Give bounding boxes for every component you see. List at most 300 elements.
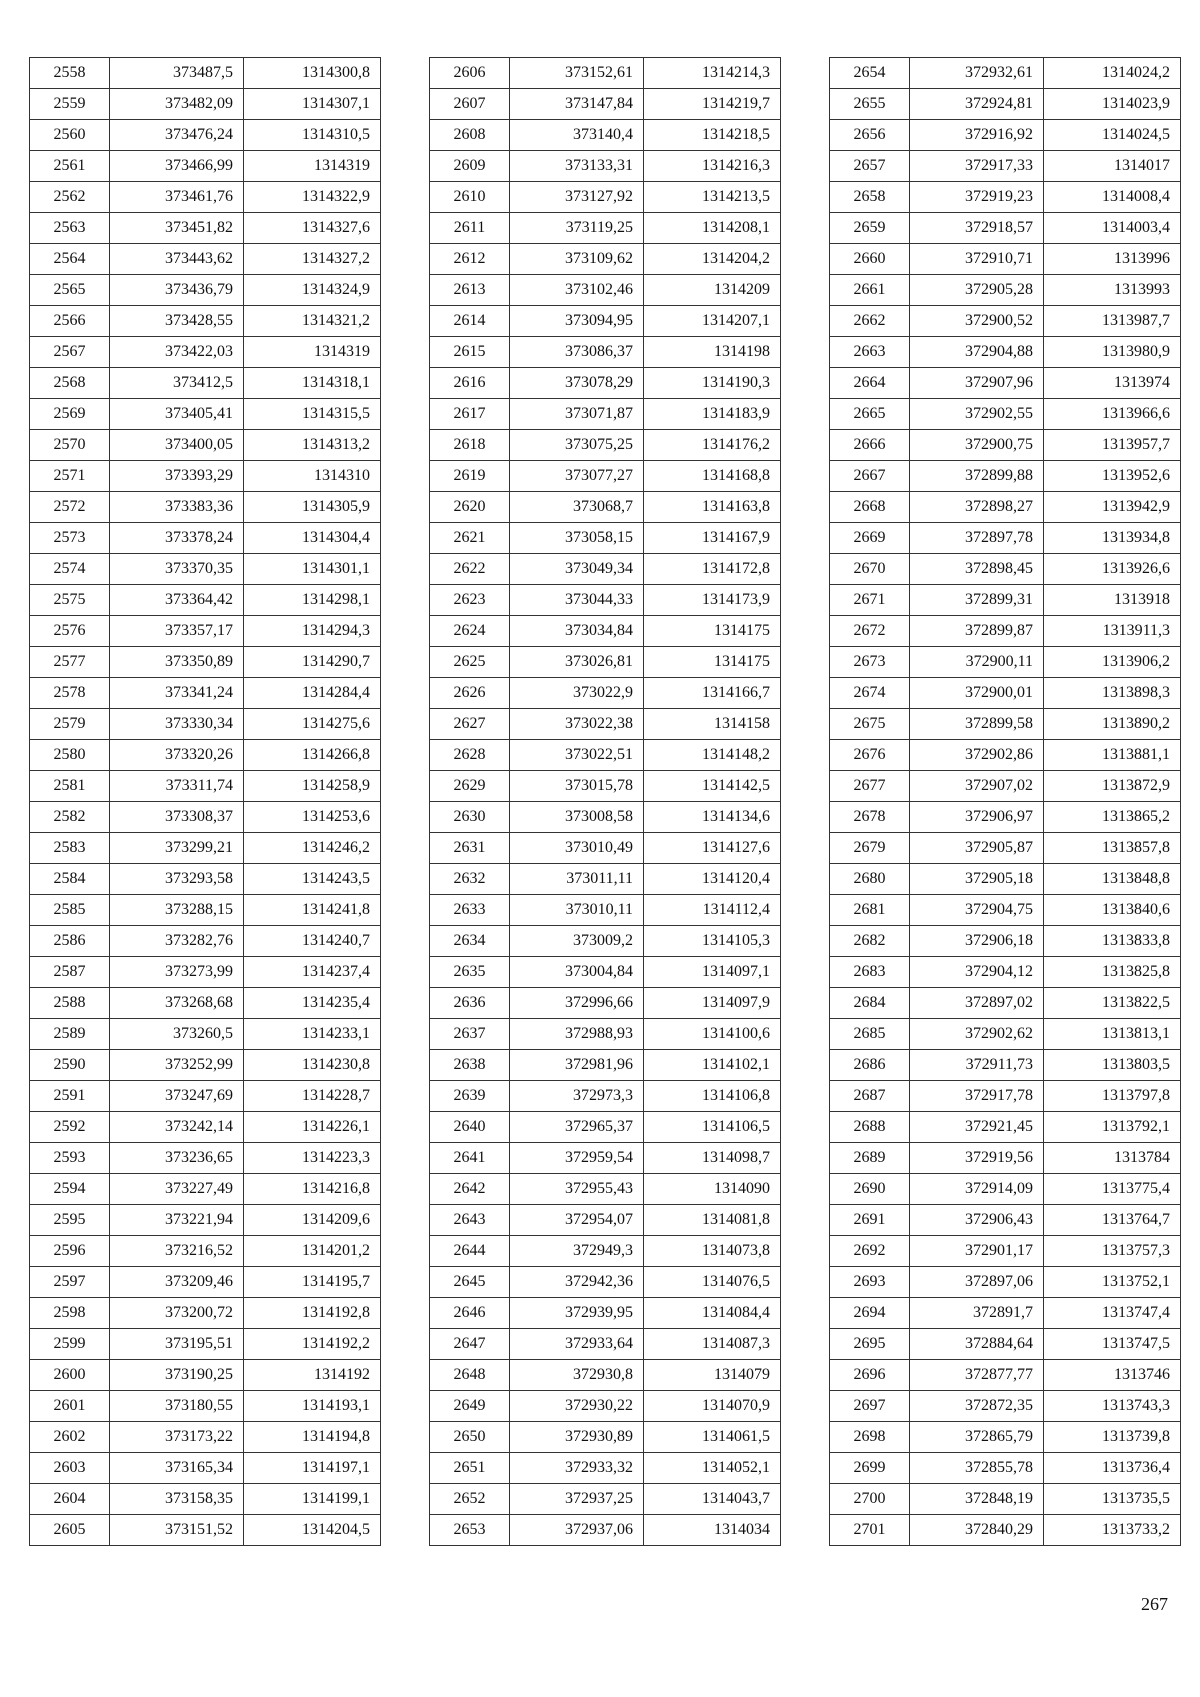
table-row — [830, 368, 1181, 399]
table-row — [430, 461, 781, 492]
point-number-cell: 2570 — [30, 430, 110, 461]
table-row — [430, 1515, 781, 1546]
x-coordinate-cell: 372918,57 — [910, 213, 1044, 244]
table-row — [430, 616, 781, 647]
point-number-cell: 2562 — [30, 182, 110, 213]
table-row — [430, 1143, 781, 1174]
point-number-cell: 2596 — [30, 1236, 110, 1267]
y-coordinate-cell: 1314120,4 — [644, 864, 781, 895]
x-coordinate-cell: 372996,66 — [510, 988, 644, 1019]
point-number-cell: 2691 — [830, 1205, 910, 1236]
point-number-cell: 2640 — [430, 1112, 510, 1143]
y-coordinate-cell: 1314192 — [244, 1360, 381, 1391]
point-number-cell: 2617 — [430, 399, 510, 430]
x-coordinate-cell: 372900,01 — [910, 678, 1044, 709]
point-number-cell: 2601 — [30, 1391, 110, 1422]
y-coordinate-cell: 1313747,4 — [1044, 1298, 1181, 1329]
y-coordinate-cell: 1314017 — [1044, 151, 1181, 182]
table-row — [830, 1267, 1181, 1298]
table-row — [30, 709, 381, 740]
point-number-cell: 2584 — [30, 864, 110, 895]
y-coordinate-cell: 1314218,5 — [644, 120, 781, 151]
table-row — [30, 957, 381, 988]
x-coordinate-cell: 373140,4 — [510, 120, 644, 151]
point-number-cell: 2607 — [430, 89, 510, 120]
y-coordinate-cell: 1314208,1 — [644, 213, 781, 244]
x-coordinate-cell: 372973,3 — [510, 1081, 644, 1112]
table-row — [30, 492, 381, 523]
page-number: 267 — [1141, 1594, 1168, 1614]
y-coordinate-cell: 1313822,5 — [1044, 988, 1181, 1019]
y-coordinate-cell: 1313739,8 — [1044, 1422, 1181, 1453]
y-coordinate-cell: 1314034 — [644, 1515, 781, 1546]
x-coordinate-cell: 373009,2 — [510, 926, 644, 957]
y-coordinate-cell: 1314176,2 — [644, 430, 781, 461]
y-coordinate-cell: 1314008,4 — [1044, 182, 1181, 213]
y-coordinate-cell: 1313797,8 — [1044, 1081, 1181, 1112]
x-coordinate-cell: 372906,43 — [910, 1205, 1044, 1236]
x-coordinate-cell: 372905,87 — [910, 833, 1044, 864]
point-number-cell: 2696 — [830, 1360, 910, 1391]
y-coordinate-cell: 1314195,7 — [244, 1267, 381, 1298]
point-number-cell: 2560 — [30, 120, 110, 151]
table-row — [430, 1422, 781, 1453]
point-number-cell: 2657 — [830, 151, 910, 182]
table-row — [830, 554, 1181, 585]
point-number-cell: 2680 — [830, 864, 910, 895]
x-coordinate-cell: 373393,29 — [110, 461, 244, 492]
y-coordinate-cell: 1314319 — [244, 151, 381, 182]
table-row — [30, 1360, 381, 1391]
x-coordinate-cell: 373320,26 — [110, 740, 244, 771]
table-row — [30, 740, 381, 771]
point-number-cell: 2658 — [830, 182, 910, 213]
table-row — [430, 833, 781, 864]
table-row — [430, 802, 781, 833]
table-row — [30, 1453, 381, 1484]
y-coordinate-cell: 1314207,1 — [644, 306, 781, 337]
x-coordinate-cell: 372897,06 — [910, 1267, 1044, 1298]
x-coordinate-cell: 373078,29 — [510, 368, 644, 399]
table-row — [830, 771, 1181, 802]
x-coordinate-cell: 372933,64 — [510, 1329, 644, 1360]
y-coordinate-cell: 1314199,1 — [244, 1484, 381, 1515]
table-row — [430, 771, 781, 802]
point-number-cell: 2603 — [30, 1453, 110, 1484]
y-coordinate-cell: 1313747,5 — [1044, 1329, 1181, 1360]
x-coordinate-cell: 372939,95 — [510, 1298, 644, 1329]
point-number-cell: 2641 — [430, 1143, 510, 1174]
table-row — [830, 678, 1181, 709]
x-coordinate-cell: 372899,88 — [910, 461, 1044, 492]
table-row — [430, 988, 781, 1019]
y-coordinate-cell: 1314213,5 — [644, 182, 781, 213]
y-coordinate-cell: 1314300,8 — [244, 58, 381, 89]
point-number-cell: 2671 — [830, 585, 910, 616]
table-row — [430, 492, 781, 523]
table-row — [430, 1112, 781, 1143]
x-coordinate-cell: 373010,11 — [510, 895, 644, 926]
x-coordinate-cell: 372917,33 — [910, 151, 1044, 182]
x-coordinate-cell: 373293,58 — [110, 864, 244, 895]
table-row — [830, 213, 1181, 244]
y-coordinate-cell: 1313825,8 — [1044, 957, 1181, 988]
table-row — [830, 89, 1181, 120]
point-number-cell: 2675 — [830, 709, 910, 740]
point-number-cell: 2561 — [30, 151, 110, 182]
x-coordinate-cell: 373119,25 — [510, 213, 644, 244]
y-coordinate-cell: 1314294,3 — [244, 616, 381, 647]
y-coordinate-cell: 1314106,5 — [644, 1112, 781, 1143]
point-number-cell: 2573 — [30, 523, 110, 554]
point-number-cell: 2689 — [830, 1143, 910, 1174]
point-number-cell: 2638 — [430, 1050, 510, 1081]
point-number-cell: 2624 — [430, 616, 510, 647]
table-row — [430, 399, 781, 430]
y-coordinate-cell: 1314209,6 — [244, 1205, 381, 1236]
y-coordinate-cell: 1314233,1 — [244, 1019, 381, 1050]
point-number-cell: 2651 — [430, 1453, 510, 1484]
table-row — [430, 151, 781, 182]
point-number-cell: 2676 — [830, 740, 910, 771]
table-row — [830, 1453, 1181, 1484]
y-coordinate-cell: 1314097,1 — [644, 957, 781, 988]
table-row — [30, 1515, 381, 1546]
x-coordinate-cell: 373378,24 — [110, 523, 244, 554]
point-number-cell: 2628 — [430, 740, 510, 771]
y-coordinate-cell: 1313987,7 — [1044, 306, 1181, 337]
point-number-cell: 2660 — [830, 244, 910, 275]
y-coordinate-cell: 1314081,8 — [644, 1205, 781, 1236]
point-number-cell: 2587 — [30, 957, 110, 988]
point-number-cell: 2633 — [430, 895, 510, 926]
x-coordinate-cell: 372840,29 — [910, 1515, 1044, 1546]
point-number-cell: 2621 — [430, 523, 510, 554]
y-coordinate-cell: 1314219,7 — [644, 89, 781, 120]
point-number-cell: 2646 — [430, 1298, 510, 1329]
point-number-cell: 2575 — [30, 585, 110, 616]
y-coordinate-cell: 1314235,4 — [244, 988, 381, 1019]
table-row — [830, 523, 1181, 554]
y-coordinate-cell: 1314307,1 — [244, 89, 381, 120]
y-coordinate-cell: 1313803,5 — [1044, 1050, 1181, 1081]
table-row — [430, 1174, 781, 1205]
point-number-cell: 2652 — [430, 1484, 510, 1515]
y-coordinate-cell: 1314201,2 — [244, 1236, 381, 1267]
point-number-cell: 2620 — [430, 492, 510, 523]
point-number-cell: 2619 — [430, 461, 510, 492]
y-coordinate-cell: 1314090 — [644, 1174, 781, 1205]
x-coordinate-cell: 373011,11 — [510, 864, 644, 895]
table-row — [430, 275, 781, 306]
point-number-cell: 2645 — [430, 1267, 510, 1298]
table-row — [830, 151, 1181, 182]
y-coordinate-cell: 1313743,3 — [1044, 1391, 1181, 1422]
table-row — [30, 833, 381, 864]
x-coordinate-cell: 373428,55 — [110, 306, 244, 337]
x-coordinate-cell: 372900,11 — [910, 647, 1044, 678]
x-coordinate-cell: 373044,33 — [510, 585, 644, 616]
y-coordinate-cell: 1314324,9 — [244, 275, 381, 306]
x-coordinate-cell: 373236,65 — [110, 1143, 244, 1174]
x-coordinate-cell: 373466,99 — [110, 151, 244, 182]
table-row — [430, 1360, 781, 1391]
x-coordinate-cell: 373173,22 — [110, 1422, 244, 1453]
y-coordinate-cell: 1314298,1 — [244, 585, 381, 616]
point-number-cell: 2568 — [30, 368, 110, 399]
x-coordinate-cell: 373133,31 — [510, 151, 644, 182]
point-number-cell: 2578 — [30, 678, 110, 709]
x-coordinate-cell: 373364,42 — [110, 585, 244, 616]
table-row — [430, 244, 781, 275]
table-row — [830, 740, 1181, 771]
x-coordinate-cell: 373022,38 — [510, 709, 644, 740]
table-row — [430, 678, 781, 709]
x-coordinate-cell: 372930,89 — [510, 1422, 644, 1453]
table-row — [430, 1391, 781, 1422]
table-row — [430, 1236, 781, 1267]
x-coordinate-cell: 373443,62 — [110, 244, 244, 275]
y-coordinate-cell: 1313980,9 — [1044, 337, 1181, 368]
point-number-cell: 2688 — [830, 1112, 910, 1143]
table-row — [830, 337, 1181, 368]
x-coordinate-cell: 372906,97 — [910, 802, 1044, 833]
point-number-cell: 2700 — [830, 1484, 910, 1515]
y-coordinate-cell: 1313735,5 — [1044, 1484, 1181, 1515]
table-row — [30, 1205, 381, 1236]
point-number-cell: 2667 — [830, 461, 910, 492]
y-coordinate-cell: 1313746 — [1044, 1360, 1181, 1391]
table-row — [30, 1267, 381, 1298]
y-coordinate-cell: 1314166,7 — [644, 678, 781, 709]
y-coordinate-cell: 1314310 — [244, 461, 381, 492]
point-number-cell: 2616 — [430, 368, 510, 399]
point-number-cell: 2635 — [430, 957, 510, 988]
table-row — [430, 1050, 781, 1081]
table-row — [830, 1112, 1181, 1143]
point-number-cell: 2664 — [830, 368, 910, 399]
x-coordinate-cell: 373405,41 — [110, 399, 244, 430]
y-coordinate-cell: 1313792,1 — [1044, 1112, 1181, 1143]
point-number-cell: 2642 — [430, 1174, 510, 1205]
point-number-cell: 2634 — [430, 926, 510, 957]
point-number-cell: 2681 — [830, 895, 910, 926]
table-row — [430, 430, 781, 461]
point-number-cell: 2643 — [430, 1205, 510, 1236]
y-coordinate-cell: 1314127,6 — [644, 833, 781, 864]
point-number-cell: 2613 — [430, 275, 510, 306]
x-coordinate-cell: 373158,35 — [110, 1484, 244, 1515]
x-coordinate-cell: 373341,24 — [110, 678, 244, 709]
table-row — [430, 554, 781, 585]
y-coordinate-cell: 1314243,5 — [244, 864, 381, 895]
table-row — [430, 709, 781, 740]
table-row — [430, 585, 781, 616]
table-row — [30, 616, 381, 647]
x-coordinate-cell: 372901,17 — [910, 1236, 1044, 1267]
table-row — [830, 895, 1181, 926]
y-coordinate-cell: 1314246,2 — [244, 833, 381, 864]
point-number-cell: 2579 — [30, 709, 110, 740]
y-coordinate-cell: 1314024,2 — [1044, 58, 1181, 89]
x-coordinate-cell: 373422,03 — [110, 337, 244, 368]
x-coordinate-cell: 372921,45 — [910, 1112, 1044, 1143]
y-coordinate-cell: 1313957,7 — [1044, 430, 1181, 461]
y-coordinate-cell: 1314087,3 — [644, 1329, 781, 1360]
x-coordinate-cell: 372930,22 — [510, 1391, 644, 1422]
x-coordinate-cell: 372884,64 — [910, 1329, 1044, 1360]
x-coordinate-cell: 373068,7 — [510, 492, 644, 523]
x-coordinate-cell: 373370,35 — [110, 554, 244, 585]
point-number-cell: 2690 — [830, 1174, 910, 1205]
point-number-cell: 2622 — [430, 554, 510, 585]
point-number-cell: 2659 — [830, 213, 910, 244]
x-coordinate-cell: 372891,7 — [910, 1298, 1044, 1329]
table-row — [30, 926, 381, 957]
point-number-cell: 2678 — [830, 802, 910, 833]
point-number-cell: 2679 — [830, 833, 910, 864]
x-coordinate-cell: 373180,55 — [110, 1391, 244, 1422]
y-coordinate-cell: 1314322,9 — [244, 182, 381, 213]
x-coordinate-cell: 373151,52 — [110, 1515, 244, 1546]
y-coordinate-cell: 1313918 — [1044, 585, 1181, 616]
point-number-cell: 2565 — [30, 275, 110, 306]
x-coordinate-cell: 373086,37 — [510, 337, 644, 368]
y-coordinate-cell: 1314073,8 — [644, 1236, 781, 1267]
x-coordinate-cell: 372899,58 — [910, 709, 1044, 740]
table-row — [30, 802, 381, 833]
x-coordinate-cell: 373010,49 — [510, 833, 644, 864]
y-coordinate-cell: 1314275,6 — [244, 709, 381, 740]
y-coordinate-cell: 1314313,2 — [244, 430, 381, 461]
x-coordinate-cell: 372949,3 — [510, 1236, 644, 1267]
y-coordinate-cell: 1314226,1 — [244, 1112, 381, 1143]
table-row — [830, 58, 1181, 89]
table-row — [830, 647, 1181, 678]
point-number-cell: 2686 — [830, 1050, 910, 1081]
point-number-cell: 2623 — [430, 585, 510, 616]
table-row — [830, 833, 1181, 864]
point-number-cell: 2615 — [430, 337, 510, 368]
point-number-cell: 2567 — [30, 337, 110, 368]
y-coordinate-cell: 1314112,4 — [644, 895, 781, 926]
table-row — [430, 1329, 781, 1360]
table-row — [430, 1267, 781, 1298]
y-coordinate-cell: 1313784 — [1044, 1143, 1181, 1174]
table-row — [430, 182, 781, 213]
x-coordinate-cell: 373308,37 — [110, 802, 244, 833]
point-number-cell: 2625 — [430, 647, 510, 678]
table-row — [430, 523, 781, 554]
y-coordinate-cell: 1314209 — [644, 275, 781, 306]
y-coordinate-cell: 1314175 — [644, 616, 781, 647]
point-number-cell: 2583 — [30, 833, 110, 864]
x-coordinate-cell: 372902,55 — [910, 399, 1044, 430]
x-coordinate-cell: 372910,71 — [910, 244, 1044, 275]
y-coordinate-cell: 1314052,1 — [644, 1453, 781, 1484]
y-coordinate-cell: 1313736,4 — [1044, 1453, 1181, 1484]
point-number-cell: 2672 — [830, 616, 910, 647]
y-coordinate-cell: 1314310,5 — [244, 120, 381, 151]
table-row — [830, 1298, 1181, 1329]
x-coordinate-cell: 373383,36 — [110, 492, 244, 523]
table-row — [430, 1081, 781, 1112]
y-coordinate-cell: 1314318,1 — [244, 368, 381, 399]
y-coordinate-cell: 1314105,3 — [644, 926, 781, 957]
table-row — [30, 244, 381, 275]
table-row — [430, 213, 781, 244]
point-number-cell: 2653 — [430, 1515, 510, 1546]
x-coordinate-cell: 373071,87 — [510, 399, 644, 430]
table-row — [830, 957, 1181, 988]
point-number-cell: 2626 — [430, 678, 510, 709]
table-row — [430, 368, 781, 399]
point-number-cell: 2558 — [30, 58, 110, 89]
y-coordinate-cell: 1313848,8 — [1044, 864, 1181, 895]
x-coordinate-cell: 373109,62 — [510, 244, 644, 275]
y-coordinate-cell: 1313966,6 — [1044, 399, 1181, 430]
x-coordinate-cell: 373273,99 — [110, 957, 244, 988]
y-coordinate-cell: 1314198 — [644, 337, 781, 368]
x-coordinate-cell: 372981,96 — [510, 1050, 644, 1081]
point-number-cell: 2684 — [830, 988, 910, 1019]
point-number-cell: 2598 — [30, 1298, 110, 1329]
point-number-cell: 2637 — [430, 1019, 510, 1050]
y-coordinate-cell: 1314266,8 — [244, 740, 381, 771]
x-coordinate-cell: 373209,46 — [110, 1267, 244, 1298]
table-row — [30, 585, 381, 616]
point-number-cell: 2630 — [430, 802, 510, 833]
x-coordinate-cell: 372865,79 — [910, 1422, 1044, 1453]
x-coordinate-cell: 373252,99 — [110, 1050, 244, 1081]
table-row — [30, 399, 381, 430]
y-coordinate-cell: 1313775,4 — [1044, 1174, 1181, 1205]
table-row — [830, 1391, 1181, 1422]
table-row — [430, 926, 781, 957]
y-coordinate-cell: 1314321,2 — [244, 306, 381, 337]
y-coordinate-cell: 1314204,5 — [244, 1515, 381, 1546]
x-coordinate-cell: 373127,92 — [510, 182, 644, 213]
x-coordinate-cell: 372988,93 — [510, 1019, 644, 1050]
x-coordinate-cell: 373058,15 — [510, 523, 644, 554]
x-coordinate-cell: 372937,06 — [510, 1515, 644, 1546]
point-number-cell: 2677 — [830, 771, 910, 802]
point-number-cell: 2639 — [430, 1081, 510, 1112]
y-coordinate-cell: 1314192,2 — [244, 1329, 381, 1360]
point-number-cell: 2661 — [830, 275, 910, 306]
point-number-cell: 2576 — [30, 616, 110, 647]
point-number-cell: 2586 — [30, 926, 110, 957]
point-number-cell: 2606 — [430, 58, 510, 89]
x-coordinate-cell: 372900,52 — [910, 306, 1044, 337]
point-number-cell: 2694 — [830, 1298, 910, 1329]
x-coordinate-cell: 373288,15 — [110, 895, 244, 926]
y-coordinate-cell: 1314076,5 — [644, 1267, 781, 1298]
y-coordinate-cell: 1314003,4 — [1044, 213, 1181, 244]
point-number-cell: 2644 — [430, 1236, 510, 1267]
table-row — [830, 709, 1181, 740]
x-coordinate-cell: 373077,27 — [510, 461, 644, 492]
point-number-cell: 2693 — [830, 1267, 910, 1298]
table-row — [430, 740, 781, 771]
x-coordinate-cell: 372916,92 — [910, 120, 1044, 151]
x-coordinate-cell: 373482,09 — [110, 89, 244, 120]
coordinates-table-body — [430, 58, 781, 1546]
point-number-cell: 2585 — [30, 895, 110, 926]
table-row — [830, 1236, 1181, 1267]
y-coordinate-cell: 1314163,8 — [644, 492, 781, 523]
y-coordinate-cell: 1313926,6 — [1044, 554, 1181, 585]
